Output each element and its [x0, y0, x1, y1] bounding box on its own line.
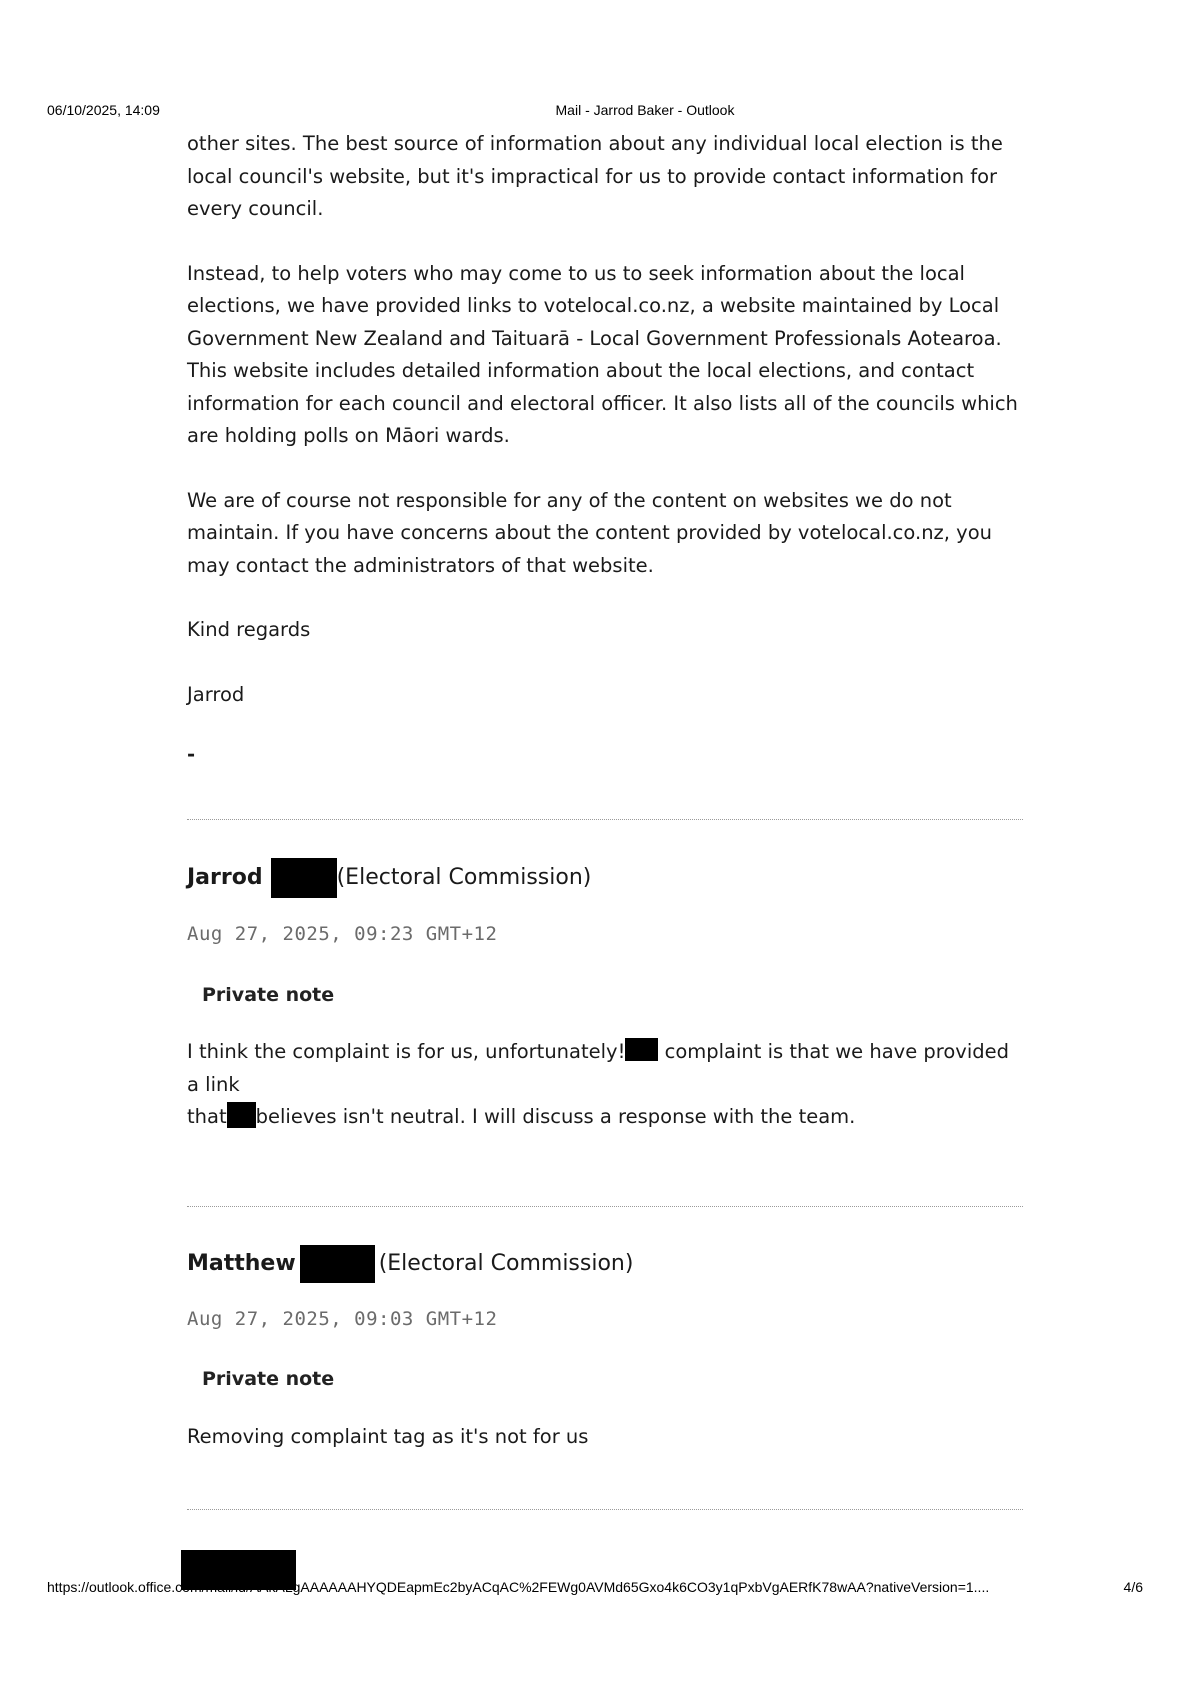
note-text: that — [187, 1105, 227, 1128]
note-author — [187, 1245, 1027, 1283]
note-timestamp: Aug 27, 2025, 09:03 GMT+12 — [187, 1307, 498, 1330]
redaction-block — [271, 858, 337, 898]
print-url: https://outlook.office.com/mail/id/AAkALgAAAAAAHYQDEapmEc2byACqAC%2FEWg0AVMd65Gxo4k6CO3y1qPxbVgAERfK78wAA?nativeVersion=1.... — [47, 1579, 990, 1595]
author-first-name: Matthew — [187, 1250, 296, 1276]
author-organisation: (Electoral Commission) — [378, 1250, 634, 1276]
redaction-block — [625, 1038, 658, 1061]
print-datetime: 06/10/2025, 14:09 — [47, 102, 160, 118]
print-footer — [47, 1579, 1143, 1597]
print-page-title: Mail - Jarrod Baker - Outlook — [555, 102, 735, 118]
reply-signature: Jarrod — [187, 682, 245, 706]
message-thread — [187, 128, 1027, 1601]
private-note-label: Private note — [202, 983, 335, 1006]
private-note-entry — [187, 858, 1027, 1134]
private-note-entry — [187, 1245, 1027, 1454]
note-text: complaint is that we have provided a link — [187, 1040, 1009, 1096]
reply-paragraph: Instead, to help voters who may come to us to seek information about the local elections, we have provided links to votelocal.co.nz, a website maintained by Local Government New Zealand and Taituarā - Local Government Professionals Aotearoa. This website includes detailed information about the local elections, and contact information for each council and electoral officer. It also lists all of the councils which are holding polls on Māori wards. — [187, 261, 1018, 447]
redaction-block — [227, 1102, 256, 1128]
private-note-label: Private note — [202, 1368, 335, 1390]
note-text: I think the complaint is for us, unfortunately! — [187, 1040, 626, 1063]
page-number: 4/6 — [1123, 1579, 1143, 1595]
note-divider — [187, 1509, 1023, 1510]
signature-dash: - — [187, 743, 196, 766]
reply-paragraph: We are of course not responsible for any of the content on websites we do not maintain. If you have concerns about the content provided by votelocal.co.nz, you may contact the administrators of that website. — [187, 488, 993, 577]
redaction-block — [300, 1245, 375, 1283]
print-header — [47, 102, 1143, 120]
reply-closing: Kind regards — [187, 618, 311, 641]
reply-paragraph: other sites. The best source of information about any individual local election is the local council's website, but it's impractical for us to provide contact information for every council. — [187, 132, 1003, 220]
note-divider — [187, 1206, 1023, 1207]
note-body: Removing complaint tag as it's not for us — [187, 1424, 589, 1448]
note-divider — [187, 819, 1023, 820]
note-timestamp: Aug 27, 2025, 09:23 GMT+12 — [187, 923, 498, 945]
note-text: believes isn't neutral. I will discuss a response with the team. — [255, 1105, 856, 1128]
note-body — [187, 1036, 1027, 1134]
author-organisation: (Electoral Commission) — [336, 865, 592, 890]
note-author — [187, 858, 1027, 898]
author-first-name: Jarrod — [187, 865, 263, 890]
